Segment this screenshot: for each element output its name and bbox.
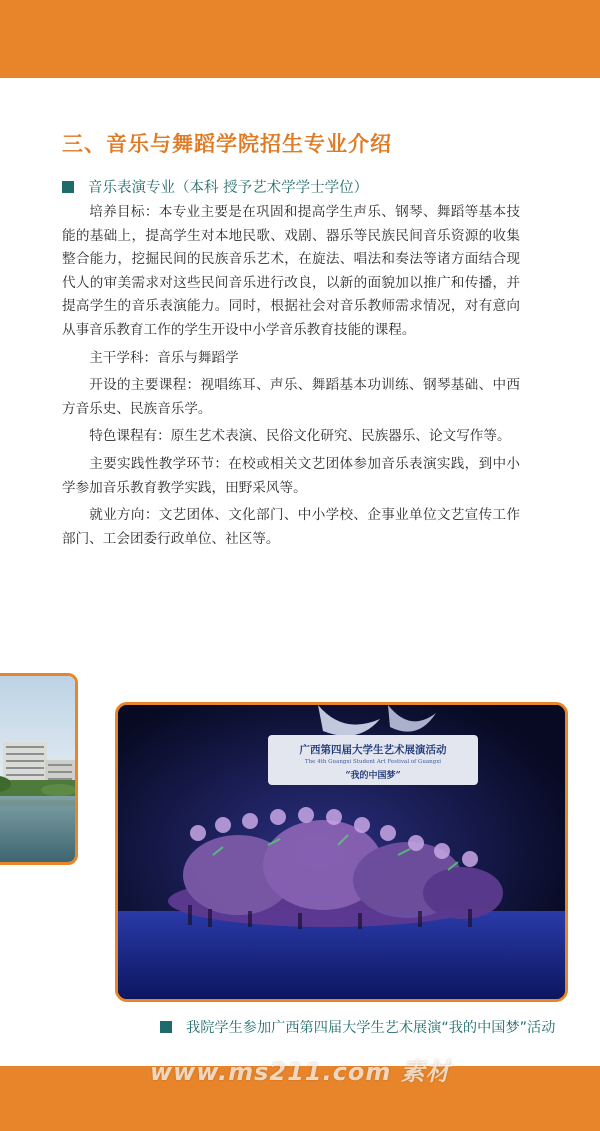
section-title: 三、音乐与舞蹈学院招生专业介绍 [62,132,392,156]
paragraph-main-courses: 开设的主要课程：视唱练耳、声乐、舞蹈基本功训练、钢琴基础、中西方音乐史、民族音乐学。 [62,377,520,417]
banner-title: 广西第四届大学生艺术展演活动 [299,744,447,756]
banner-english: The 4th Guangxi Student Art Festival of Guangxi [304,759,442,765]
photo-caption-text: 我院学生参加广西第四届大学生艺术展演“我的中国梦”活动 [186,1020,556,1036]
square-bullet-icon [160,1021,172,1033]
major-heading-text: 音乐表演专业（本科 授予艺术学学士学位） [88,180,369,196]
major-description [62,201,520,551]
paragraph-main-discipline: 主干学科：音乐与舞蹈学 [89,349,239,366]
photo-caption [160,1016,580,1040]
campus-photo [0,673,78,865]
paragraph-practice: 主要实践性教学环节：在校或相关文艺团体参加音乐表演实践，到中小学参加音乐教育教学实践，田野采风等。 [62,455,520,496]
event-banner [268,735,478,785]
paragraph-employment: 就业方向：文艺团体、文化部门、中小学校、企事业单位文艺宣传工作部门、工会团委行政单位、社区等。 [62,507,520,547]
top-orange-band [0,0,600,78]
paragraph-training-goal: 培养目标：本专业主要是在巩固和提高学生声乐、钢琴、舞蹈等基本技能的基础上，提高学生对本地民歌、戏剧、器乐等民族民间音乐资源的收集整合能力，挖掘民间的民族音乐艺术，在旋法、唱法和奏法等诸方面结合现代人的审美需求对这些民间音乐进行改良，以新的面貌加以推广和传播，并提高学生的音乐表演能力。同时，根据社会对音乐教师需求情况，对有意向从事音乐教育工作的学生开设中小学音乐教育技能的课程。 [62,204,520,338]
paragraph-feature-courses: 特色课程有：原生艺术表演、民俗文化研究、民族器乐、论文写作等。 [89,428,511,445]
major-heading [62,176,368,197]
performance-photo [115,702,568,1002]
watermark: www.ms211.com 素材 [150,1058,451,1086]
square-bullet-icon [62,181,74,193]
banner-theme: “我的中国梦” [345,771,401,781]
